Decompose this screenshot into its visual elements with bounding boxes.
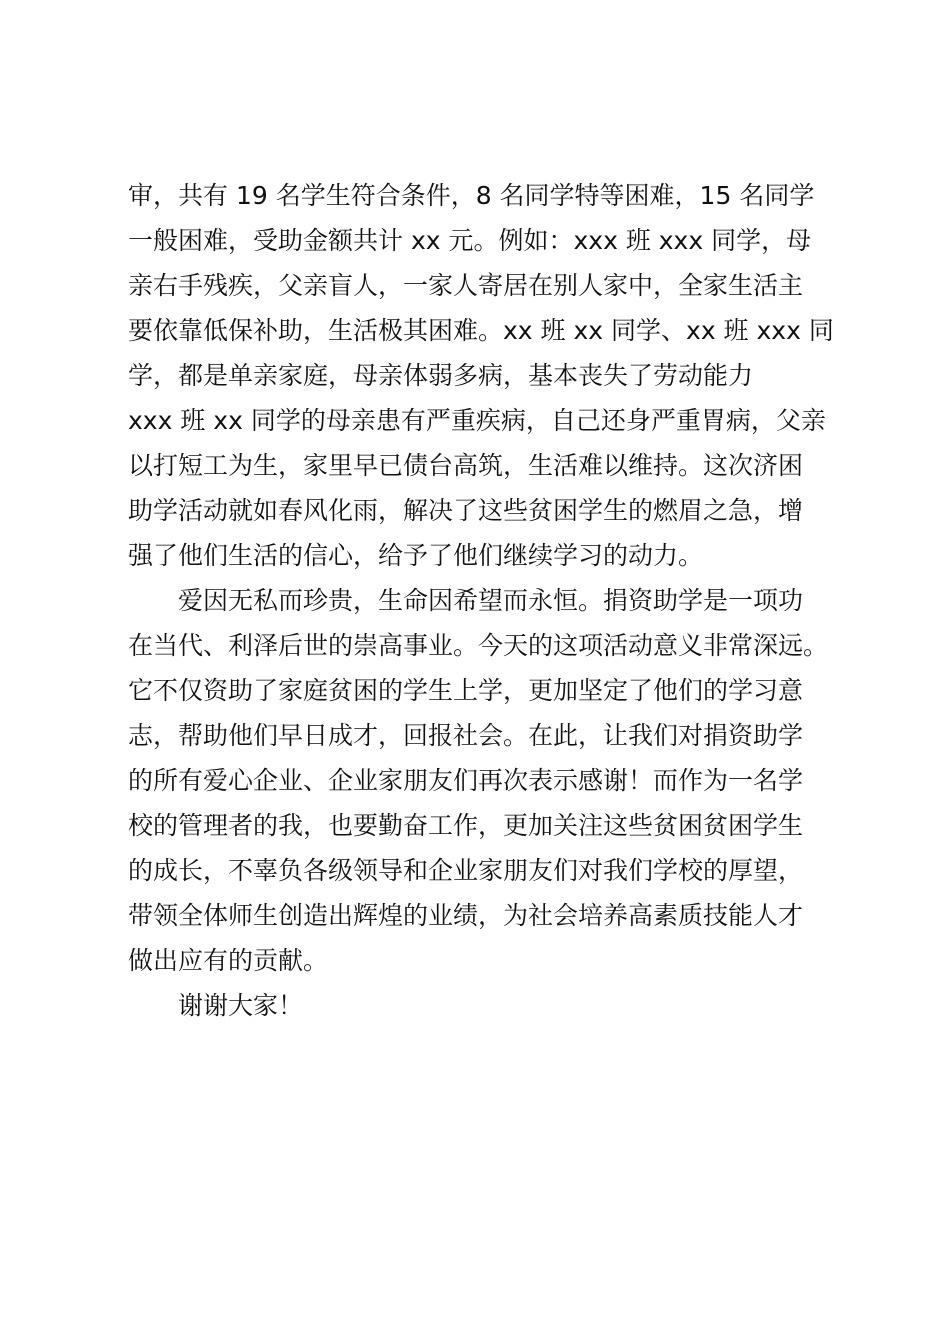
text-line: 在当代、利泽后世的崇高事业。今天的这项活动意义非常深远。 <box>128 631 829 660</box>
text-line: 的所有爱心企业、企业家朋友们再次表示感谢！而作为一名学 <box>128 766 804 795</box>
paragraph-start-line: 爱因无私而珍贵，生命因希望而永恒。捐资助学是一项功 <box>178 586 804 615</box>
text-line: 助学活动就如春风化雨，解决了这些贫困学生的燃眉之急，增 <box>128 496 804 525</box>
text-line: 它不仅资助了家庭贫困的学生上学，更加坚定了他们的学习意 <box>128 676 804 705</box>
text-line: 审，共有 19 名学生符合条件，8 名同学特等困难，15 名同学 <box>128 181 815 210</box>
document-body <box>128 173 848 1028</box>
text-line: 亲右手残疾，父亲盲人，一家人寄居在别人家中，全家生活主 <box>128 271 804 300</box>
text-line: xxx 班 xx 同学的母亲患有严重疾病，自己还身严重胃病，父亲 <box>128 406 826 435</box>
text-line: 要依靠低保补助，生活极其困难。xx 班 xx 同学、xx 班 xxx 同 <box>128 316 834 345</box>
text-line: 一般困难，受助金额共计 xx 元。例如：xxx 班 xxx 同学，母 <box>128 226 812 255</box>
text-line: 的成长，不辜负各级领导和企业家朋友们对我们学校的厚望， <box>128 856 804 885</box>
closing-line: 谢谢大家！ <box>178 991 304 1020</box>
text-line: 做出应有的贡献。 <box>128 946 329 975</box>
text-line: 学，都是单亲家庭，母亲体弱多病，基本丧失了劳动能力 <box>128 361 754 390</box>
text-line: 强了他们生活的信心，给予了他们继续学习的动力。 <box>128 541 704 570</box>
text-line: 以打短工为生，家里早已债台高筑，生活难以维持。这次济困 <box>128 451 804 480</box>
text-line: 志，帮助他们早日成才，回报社会。在此，让我们对捐资助学 <box>128 721 804 750</box>
text-line: 带领全体师生创造出辉煌的业绩，为社会培养高素质技能人才 <box>128 901 804 930</box>
text-line: 校的管理者的我，也要勤奋工作，更加关注这些贫困贫困学生 <box>128 811 804 840</box>
